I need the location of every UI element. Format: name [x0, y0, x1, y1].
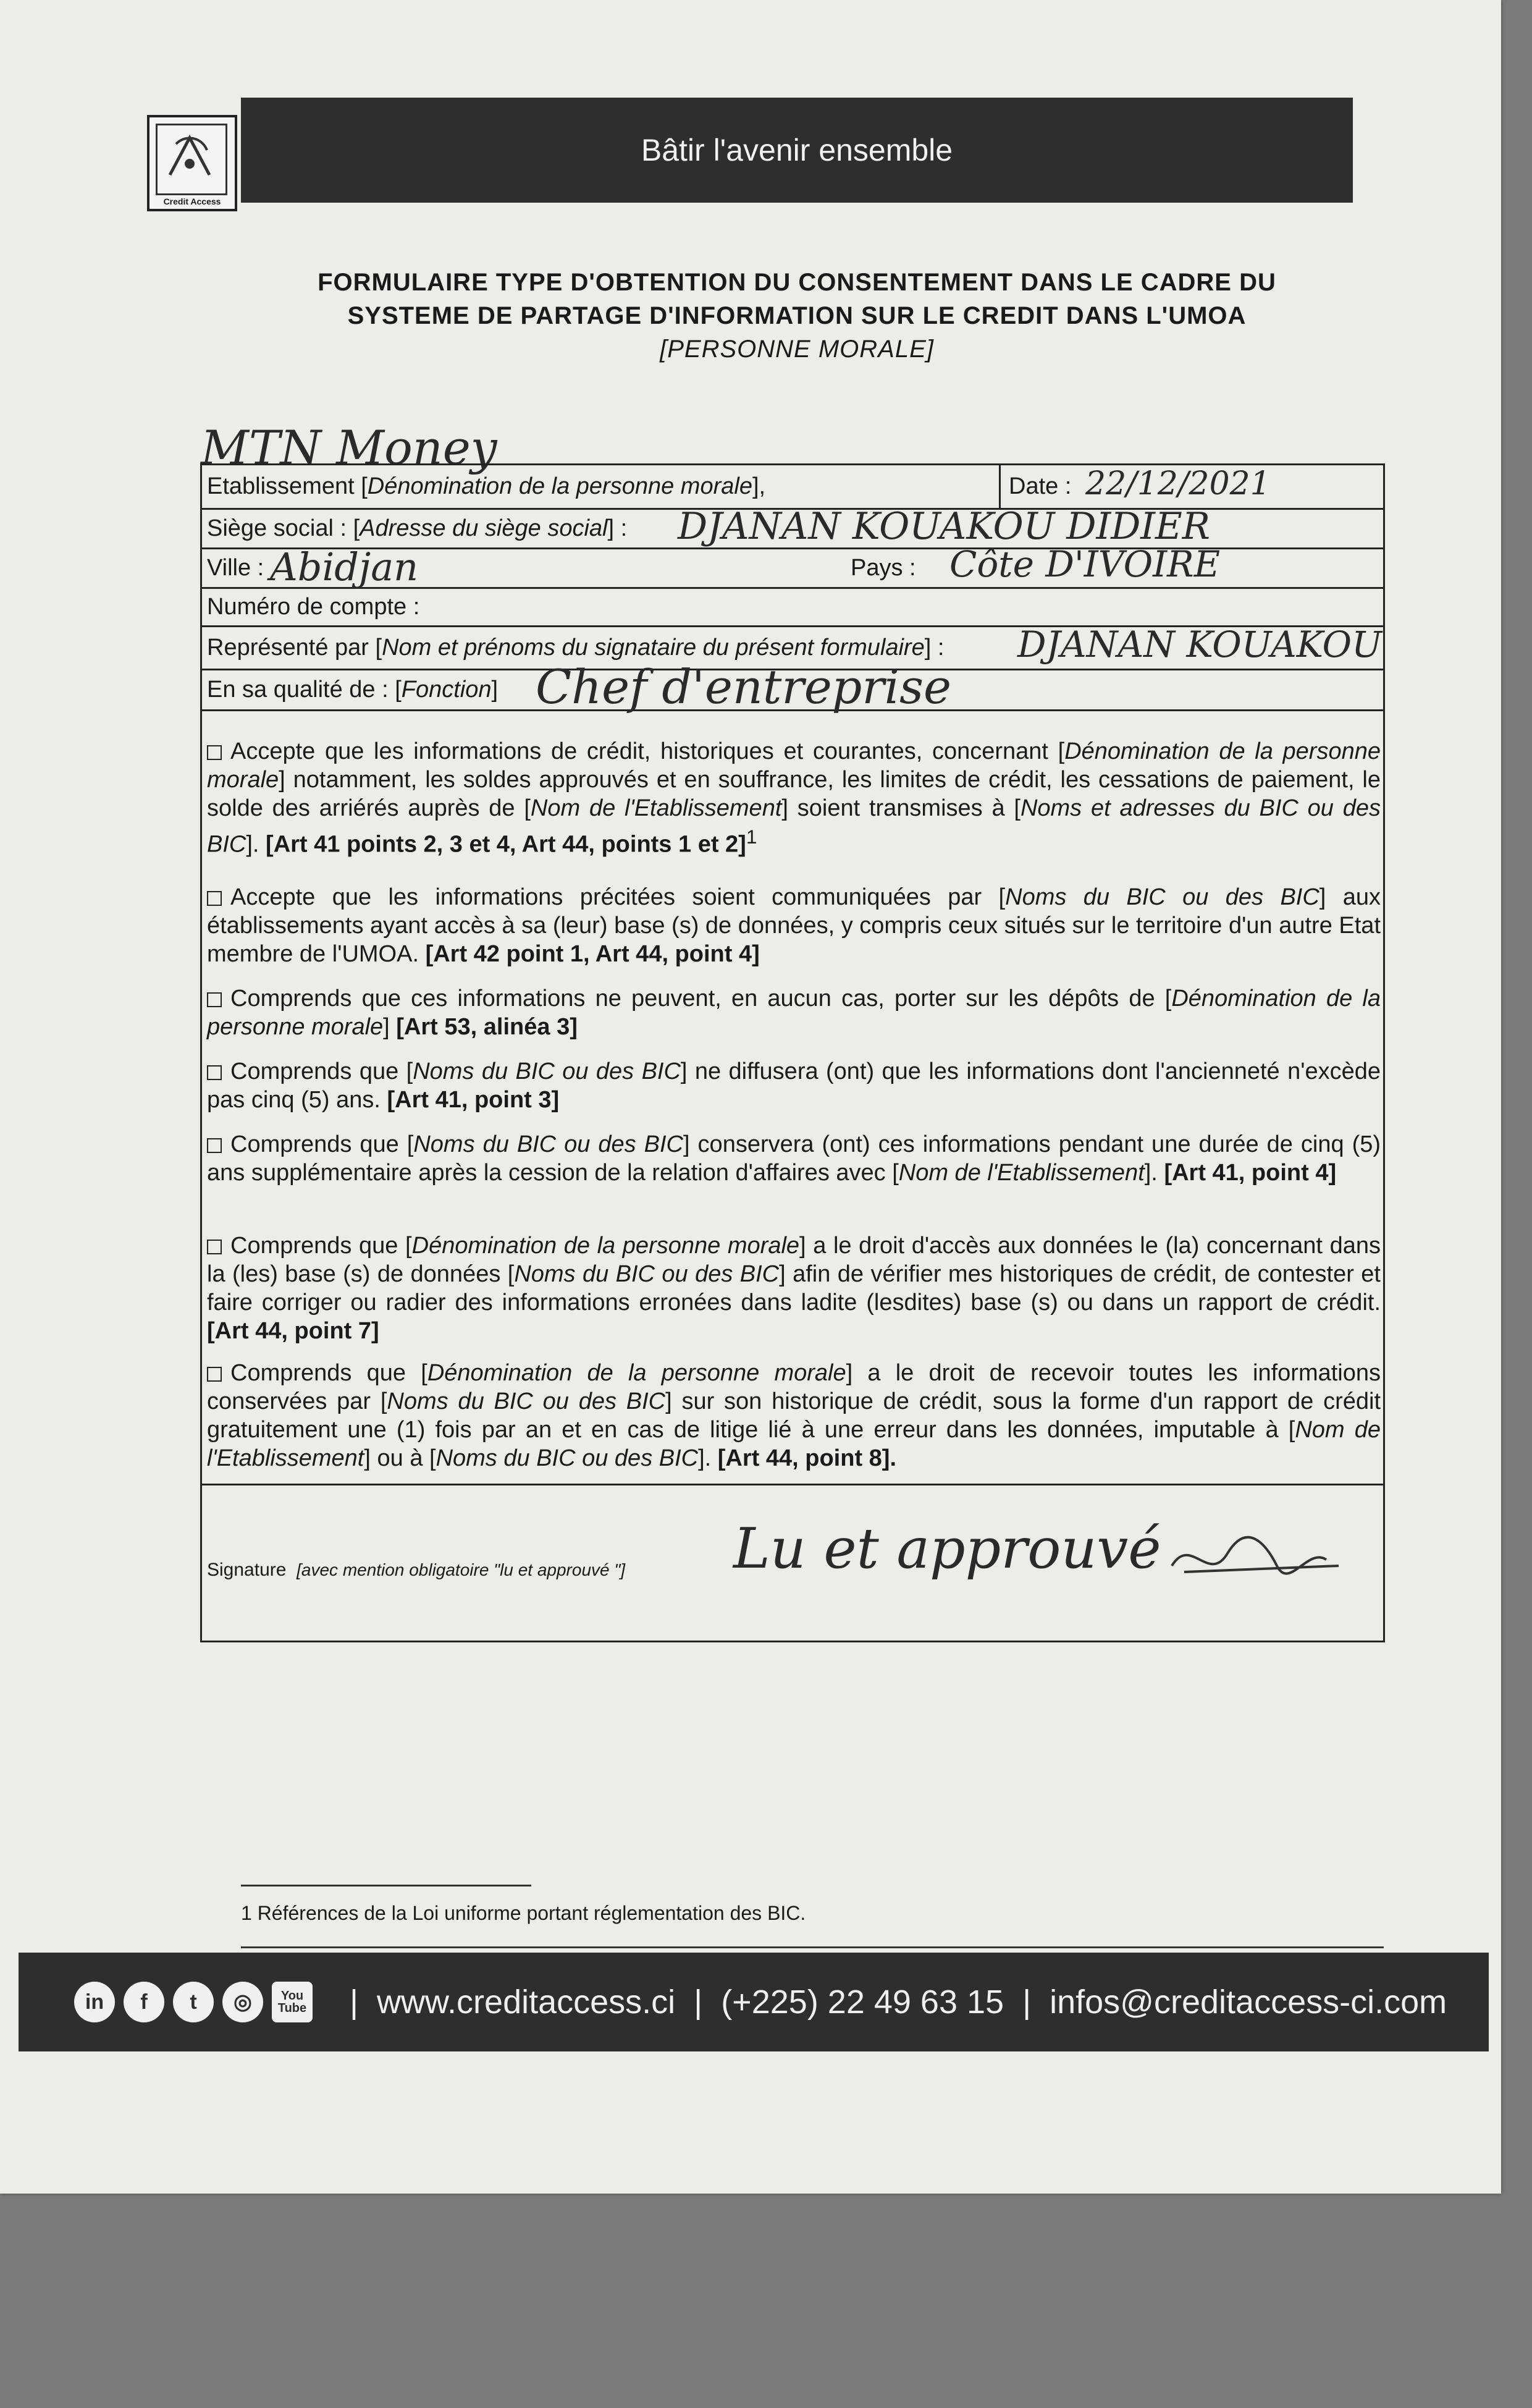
footer-separator	[241, 1946, 1384, 1948]
title-line-2: SYSTEME DE PARTAGE D'INFORMATION SUR LE CREDIT DANS L'UMOA	[347, 302, 1247, 329]
row-ville: Ville : Abidjan Pays : Côte D'IVOIRE	[202, 549, 1383, 589]
logo-text: Credit Access	[163, 196, 221, 206]
handwritten-siege: DJANAN KOUAKOU DIDIER	[678, 505, 1210, 548]
checkbox-icon[interactable]	[207, 1240, 222, 1254]
title-line-3: [PERSONNE MORALE]	[660, 336, 934, 363]
twitter-icon[interactable]: t	[173, 1982, 214, 2022]
footnote: 1 Références de la Loi uniforme portant réglementation des BIC.	[241, 1902, 806, 1924]
signature-scribble	[1166, 1523, 1351, 1597]
handwritten-signature-mention: Lu et approuvé	[733, 1516, 1161, 1581]
logo-emblem-icon	[156, 124, 227, 195]
checkbox-icon[interactable]	[207, 1367, 222, 1382]
clause-4: Comprends que [Noms du BIC ou des BIC] ne diffusera (ont) que les informations dont l'ancienneté n'excède pas cinq (5) ans. [Art 41, point 3]	[207, 1058, 1381, 1113]
handwritten-date: 22/12/2021	[1085, 465, 1271, 502]
title-line-1: FORMULAIRE TYPE D'OBTENTION DU CONSENTEMENT DANS LE CADRE DU	[318, 269, 1276, 296]
checkbox-icon[interactable]	[207, 992, 222, 1007]
consent-form-table	[200, 463, 1385, 1642]
checkbox-icon[interactable]	[207, 745, 222, 760]
handwritten-representant: DJANAN KOUAKOU	[1017, 623, 1382, 665]
facebook-icon[interactable]: f	[124, 1982, 164, 2022]
linkedin-icon[interactable]: in	[74, 1982, 115, 2022]
handwritten-fonction: Chef d'entreprise	[536, 659, 951, 714]
row-compte: Numéro de compte :	[202, 589, 1383, 627]
checkbox-icon[interactable]	[207, 1065, 222, 1080]
clause-6: Comprends que [Dénomination de la personne morale] a le droit d'accès aux données le (la) concernant dans la (les) base (s) de données [Noms du BIC ou des BIC] afin de vérifier mes historiques de crédit, de contester et faire corriger ou radier des informations erronées dans ladite (lesdites) base (s) ou dans un rapport de crédit. [Art 44, point 7]	[207, 1233, 1381, 1344]
slogan: Bâtir l'avenir ensemble	[641, 133, 953, 167]
clause-3: Comprends que ces informations ne peuvent, en aucun cas, porter sur les dépôts de [Dénomination de la personne morale] [Art 53, alinéa 3]	[207, 986, 1381, 1040]
checkbox-icon[interactable]	[207, 891, 222, 906]
credit-access-logo	[147, 115, 237, 211]
handwritten-company: MTN Money	[201, 420, 497, 475]
clause-1: Accepte que les informations de crédit, historiques et courantes, concernant [Dénomination de la personne morale] notamment, les soldes approuvés et en souffrance, les limites de crédit, les cessations de paiement, le solde des arriérés auprès de [Nom de l'Etablissement] soient transmises à [Noms et adresses du BIC ou des BIC]. [Art 41 points 2, 3 et 4, Art 44, points 1 et 2]$^1$	[207, 738, 1381, 858]
footer-contact: | www.creditaccess.ci | (+225) 22 49 63 15 | infos@creditaccess-ci.com	[350, 1983, 1447, 2021]
row-qualite: En sa qualité de : [ Fonction ] Chef d'entreprise	[202, 670, 1383, 711]
handwritten-ville: Abidjan	[270, 544, 419, 589]
footnote-separator	[241, 1885, 531, 1886]
row-siege: Siège social : [ Adresse du siège social ] : DJANAN KOUAKOU DIDIER	[202, 510, 1383, 549]
signature-row	[202, 1484, 1383, 1646]
instagram-icon[interactable]: ◎	[222, 1982, 263, 2022]
clause-5: Comprends que [Noms du BIC ou des BIC] conservera (ont) ces informations pendant une durée de cinq (5) ans supplémentaire après la cession de la relation d'affaires avec [Nom de l'Etablissement]. [Art 41, point 4]	[207, 1131, 1381, 1186]
checkbox-icon[interactable]	[207, 1138, 222, 1153]
signature-label: Signature [avec mention obligatoire "lu et approuvé "]	[207, 1560, 626, 1580]
row-etablissement: Etablissement [ Dénomination de la personne morale ], Date : 22/12/2021	[202, 465, 1383, 510]
handwritten-pays: Côte D'IVOIRE	[949, 543, 1221, 585]
row-represente: Représenté par [ Nom et prénoms du signataire du présent formulaire ] : DJANAN KOUAKOU	[202, 627, 1383, 670]
date-label: Date :	[1009, 473, 1072, 499]
header-banner	[241, 98, 1353, 203]
youtube-icon[interactable]: You Tube	[272, 1982, 313, 2022]
clause-7: Comprends que [Dénomination de la personne morale] a le droit de recevoir toutes les informations conservées par [Noms du BIC ou des BIC] sur son historique de crédit, sous la forme d'un rapport de crédit gratuitement une (1) fois par an et en cas de litige lié à une erreur dans les données, imputable à [Nom de l'Etablissement] ou à [Noms du BIC ou des BIC]. [Art 44, point 8].	[207, 1360, 1381, 1471]
clause-2: Accepte que les informations précitées soient communiquées par [Noms du BIC ou des BIC] aux établissements ayant accès à sa (leur) base (s) de données, y compris ceux situés sur le territoire d'un autre Etat membre de l'UMOA. [Art 42 point 1, Art 44, point 4]	[207, 884, 1381, 967]
form-title	[198, 266, 1396, 366]
footer-banner	[19, 1953, 1489, 2051]
